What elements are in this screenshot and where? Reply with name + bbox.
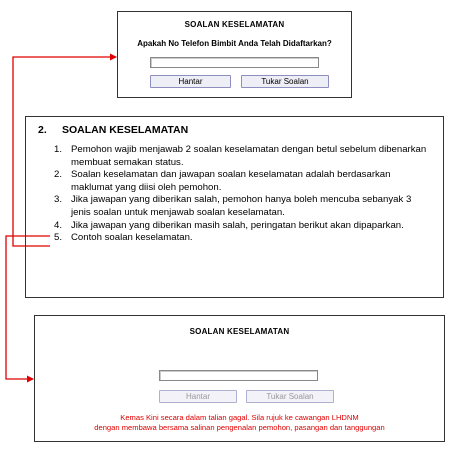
list-item-text: Pemohon wajib menjawab 2 soalan keselamatan dengan betul sebelum dibenarkan membuat semakan status. <box>71 144 427 168</box>
section-title: SOALAN KESELAMATAN <box>62 124 189 136</box>
change-question-button-disabled: Tukar Soalan <box>246 390 334 403</box>
list-item-text: Jika jawapan yang diberikan salah, pemohon hanya boleh mencuba sebanyak 3 jenis soalan untuk menjawab soalan keselamatan. <box>71 194 412 218</box>
section-heading <box>38 124 188 136</box>
list-item-number: 3. <box>54 194 63 206</box>
list-item-number: 4. <box>54 219 63 231</box>
list-item-number: 5. <box>54 232 63 244</box>
list-item-text: Soalan keselamatan dan jawapan soalan keselamatan adalah berdasarkan maklumat yang diisi oleh pemohon. <box>71 169 391 193</box>
error-message-line: dengan membawa bersama salinan pengenalan pemohon, pasangan dan tanggungan <box>94 423 385 432</box>
error-message-line: Kemas Kini secara dalam talian gagal. Sila rujuk ke cawangan LHDNM <box>120 413 359 422</box>
submit-button-disabled: Hantar <box>159 390 237 403</box>
list-item <box>54 169 429 194</box>
answer-input[interactable] <box>150 57 319 68</box>
submit-button[interactable]: Hantar <box>150 75 231 88</box>
security-question-panel-top <box>117 11 352 98</box>
change-question-button[interactable]: Tukar Soalan <box>241 75 329 88</box>
answer-input <box>159 370 318 381</box>
list-item <box>54 232 429 245</box>
list-item-number: 2. <box>54 169 63 181</box>
security-question-panel-bottom <box>34 315 445 442</box>
instruction-list <box>54 144 429 245</box>
section-number: 2. <box>38 124 47 136</box>
list-item-text: Jika jawapan yang diberikan masih salah, peringatan berikut akan dipaparkan. <box>71 219 404 231</box>
instruction-section <box>25 116 444 298</box>
panel-title: SOALAN KESELAMATAN <box>189 327 290 336</box>
list-item <box>54 194 429 219</box>
security-question-text: Apakah No Telefon Bimbit Anda Telah Didaftarkan? <box>137 39 332 48</box>
error-message <box>35 413 444 433</box>
list-item-text: Contoh soalan keselamatan. <box>71 232 193 244</box>
list-item <box>54 144 429 169</box>
list-item-number: 1. <box>54 144 63 155</box>
panel-title: SOALAN KESELAMATAN <box>184 20 285 29</box>
list-item <box>54 220 429 233</box>
